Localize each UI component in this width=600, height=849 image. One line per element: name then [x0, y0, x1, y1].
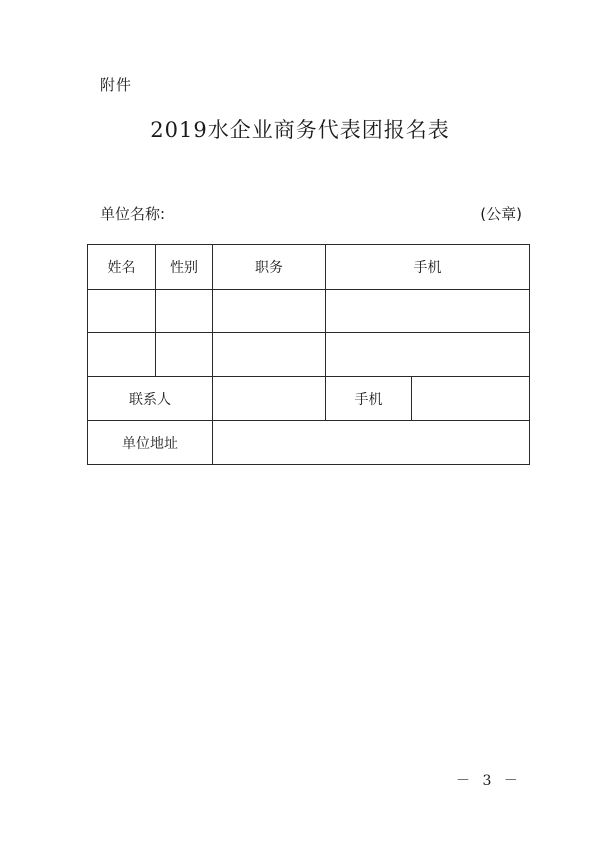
row-1-position-cell[interactable] — [213, 290, 326, 333]
page-number: － 3 － — [456, 773, 522, 789]
table-header-row — [88, 245, 530, 290]
address-label: 单位地址 — [88, 421, 213, 465]
row-1-phone-cell[interactable] — [326, 290, 530, 333]
header-name: 姓名 — [88, 245, 156, 290]
address-row — [88, 421, 530, 465]
seal-label: (公章) — [480, 205, 522, 223]
row-2-gender-cell[interactable] — [156, 333, 213, 377]
header-gender: 性别 — [156, 245, 213, 290]
row-2-position-cell[interactable] — [213, 333, 326, 377]
registration-table — [87, 244, 530, 465]
header-phone: 手机 — [326, 245, 530, 290]
table-row — [88, 290, 530, 333]
table-row — [88, 333, 530, 377]
contact-phone-value-cell[interactable] — [412, 377, 530, 421]
row-1-name-cell[interactable] — [88, 290, 156, 333]
contact-phone-label: 手机 — [326, 377, 412, 421]
contact-row — [88, 377, 530, 421]
contact-value-cell[interactable] — [213, 377, 326, 421]
document-title: 2019水企业商务代表团报名表 — [150, 118, 450, 142]
unit-name-label: 单位名称: — [100, 205, 166, 223]
row-1-gender-cell[interactable] — [156, 290, 213, 333]
row-2-phone-cell[interactable] — [326, 333, 530, 377]
attachment-label: 附件 — [100, 76, 133, 94]
row-2-name-cell[interactable] — [88, 333, 156, 377]
header-position: 职务 — [213, 245, 326, 290]
address-value-cell[interactable] — [213, 421, 530, 465]
contact-label: 联系人 — [88, 377, 213, 421]
